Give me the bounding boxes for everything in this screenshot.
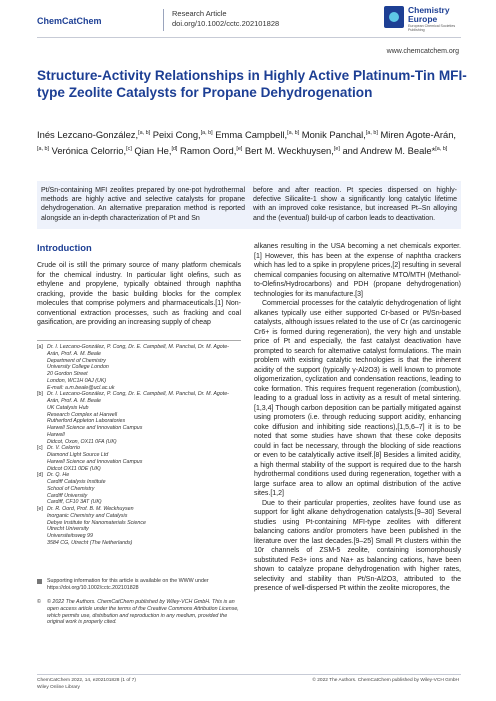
- affiliation-line: Debye Institute for Nanomaterials Science: [47, 519, 146, 526]
- affiliation-key: [a]: [37, 344, 43, 350]
- affiliation-key: [e]: [37, 506, 43, 512]
- article-type: Research Article: [172, 9, 227, 18]
- article-title: Structure-Activity Relationships in Highly Active Platinum-Tin MFI-type Zeolite Catalysts for Propane Dehydrogenation: [37, 68, 467, 100]
- affiliation-line: London, WC1H 0AJ (UK): [47, 377, 107, 384]
- affiliation-address: [47, 344, 243, 391]
- affiliation-entry: [37, 472, 243, 506]
- affiliation-entry: [37, 391, 243, 445]
- footer-citation: ChemCatChem 2022, 14, e202101828 (1 of 7): [37, 678, 136, 683]
- affiliation-line: Harwell: [47, 431, 65, 438]
- affiliation-line: Harwell Science and Innovation Campus: [47, 425, 143, 431]
- copyright-icon: ©: [37, 599, 41, 605]
- chemistry-europe-logo-icon: [384, 6, 404, 28]
- author-name: Ramon Oord,: [177, 145, 237, 157]
- chemistry-europe-logo[interactable]: [384, 4, 464, 32]
- logo-line-1: Chemistry: [408, 5, 450, 15]
- journal-website[interactable]: www.chemcatchem.org: [386, 48, 459, 55]
- abstract-right: before and after reaction. Pt species dispersed on highly-defective Silicalite-1 show a significantly long catalytic lifetime with an improved coke resistance, but increased Pt–Sn alloying and the (eventual) build-up of carbon leads to deactivation.: [253, 187, 457, 222]
- author-affiliation-marker: [a, b]: [287, 130, 300, 136]
- abstract-box: [37, 181, 461, 229]
- supporting-info-icon: [37, 578, 47, 592]
- intro-paragraph: alkanes resulting in the USA becoming a net chemicals exporter.[1] However, this has been at the expense of naphtha crackers which has led to a spike in propylene prices,[2] resulting in several chemical companies focusing on alternative MTO/MTH (Methanol-to-Olefins/Hydrocarbons) and PDH (propane dehydrogenation) technologies for its manufacture.[3]: [254, 243, 461, 298]
- affiliation-line: Cardiff, CF10 3AT (UK): [47, 499, 102, 506]
- affiliation-address: [47, 472, 243, 506]
- logo-line-2: Europe: [408, 14, 438, 24]
- footer-wiley-link[interactable]: Wiley Online Library: [37, 685, 80, 690]
- footer-divider: [37, 674, 461, 675]
- author-list: [37, 126, 461, 158]
- intro-paragraph: Crude oil is still the primary source of many platform chemicals for the chemical industry. In particular light olefins, such as ethylene and propylene, typically obtained through naphtha cracking, provide the basic building blocks for the complex molecules that comprise polymers and pharmaceuticals.[1] Non-conventional extraction processes, such as fracking and coal gasification, are providing an increasing supply of cheap: [37, 262, 241, 326]
- affiliation-line: Dr. R. Oord, Prof. B. M. Weckhuysen: [47, 506, 134, 512]
- author-affiliation-marker: [c]: [126, 146, 132, 153]
- intro-paragraph: Commercial processes for the catalytic dehydrogenation of light alkanes typically use either supported Cr-based or Pt/Sn-based catalysts, although issues related to the use of Cr (as carcinogenic Cr6+ is formed during regeneration), the very high and unstable price of Pt and especially, the fast catalyst deactivation have prompted to search for alternative catalyst formulations. The main problem with existing catalytic technologies is that the inherent acidity of the support (typically γ-Al2O3) is well known to promote oligomerization, cyclization and condensation reactions, leading to coke formation. This requires frequent regeneration (combustion), leading to a gradual loss in activity as a result of metal sintering.[1,3,4] Though carbon deposition can be partially mitigated against using promoters (i.e. through reducing support acidity, enhancing coke diffusion and inhibiting side reactions),[1,5,6–7] it is to be noted that some studies have shown that these coke deposits could in fact be necessary, through the blocking of side reactions or even to be catalytically active itself.[8] Besides a limited acidity, a high thermal stability of the support is required due to the harsh hydrothermal conditions used during regeneration, together with a large surface area to allow an optimal distribution of the active sites.[1,2]: [254, 300, 461, 497]
- journal-name[interactable]: ChemCatChem: [37, 16, 102, 26]
- intro-left-column: [37, 261, 241, 328]
- affiliation-key: [d]: [37, 472, 43, 479]
- author-name: Qian He,: [131, 145, 172, 157]
- supporting-info-note: [37, 578, 243, 592]
- affiliation-key: [b]: [37, 391, 43, 398]
- affiliation-line: Harwell Science and Innovation Campus: [47, 458, 143, 465]
- affiliation-entry: [37, 445, 243, 472]
- author-affiliation-marker: [a, b]: [435, 146, 448, 153]
- intro-paragraph: Due to their particular properties, zeolites have found use as support for light alkane dehydrogenation catalysts.[9–30] Several studies using Pt-containing MFI-type zeolites with different balancing cations and/or promoters have been published in the literature over the last decades.[9–25] Small Pt clusters within the 10r channels of ZSM-5 zeolite, containing isomorphously substituted Fe3+ ions and Na+ as balancing cations, have been shown to catalyze propane dehydrogenation with higher rates, selectivity and stability than Pt/Sn-Al2O3, attributed to the presence of well-dispersed Pt within the zeolite micropores, the: [254, 499, 461, 592]
- affiliation-line: Arán, Prof. A. M. Beale: [47, 350, 101, 357]
- affiliation-entry: [37, 344, 243, 391]
- author-name: Inés Lezcano-González,: [37, 129, 139, 141]
- affiliation-line: UK Catalysis Hub: [47, 404, 89, 411]
- affiliation-line: Department of Chemistry: [47, 357, 106, 364]
- affiliation-line: School of Chemistry: [47, 485, 95, 492]
- page-header: [0, 0, 496, 34]
- affiliation-line: Didcot OX11 0DE (UK): [47, 465, 101, 472]
- affiliation-line: Universiteitsweg 99: [47, 533, 93, 539]
- affiliation-line: Utrecht University: [47, 526, 89, 533]
- author-name: Emma Campbell,: [212, 129, 288, 141]
- affiliation-line: Inorganic Chemistry and Catalysis: [47, 512, 128, 519]
- header-divider: [37, 37, 461, 38]
- affiliation-line: 20 Gordon Street: [47, 371, 88, 377]
- affiliation-divider: [37, 340, 241, 341]
- author-affiliation-marker: [a, b]: [37, 146, 49, 153]
- author-affiliation-marker: [a, b]: [138, 130, 151, 136]
- header-separator: [163, 9, 164, 31]
- affiliation-line: Didcot, Oxon, OX11 0FA (UK): [47, 438, 117, 445]
- author-name: Verónica Celorrio,: [49, 145, 127, 157]
- footer-copyright: © 2022 The Authors. ChemCatChem published by Wiley-VCH GmbH: [312, 678, 459, 683]
- affiliation-address: [47, 506, 243, 547]
- affiliation-line: Dr. I. Lezcano-González, P. Cong, Dr. E. Campbell, M. Panchal, Dr. M. Agote-: [47, 344, 229, 350]
- author-affiliation-marker: [e]: [333, 146, 340, 153]
- author-affiliation-marker: [a, b]: [365, 130, 378, 136]
- author-name: Miren Agote-Arán,: [377, 129, 457, 141]
- supporting-info-text[interactable]: Supporting information for this article is available on the WWW under https://doi.org/10.1002/cctc.202101828: [47, 578, 209, 591]
- license-text: © 2022 The Authors. ChemCatChem published by Wiley-VCH GmbH. This is an open access article under the terms of the Creative Commons Attribution License, which permits use, distribution and reproduction in any medium, provided the original work is properly cited.: [47, 599, 239, 626]
- affiliation-line: Dr. V. Celorrio: [47, 445, 80, 452]
- abstract-left: Pt/Sn-containing MFI zeolites prepared by one-pot hydrothermal methods are highly active and selective catalysts for propane dehydrogenation. An alternative preparation method is reported alongside an in-depth characterization of Pt and Sn: [41, 187, 245, 222]
- logo-line-3: European Chemical Societies Publishing: [408, 24, 456, 32]
- author-affiliation-marker: [d]: [171, 146, 178, 153]
- affiliation-line: Cardiff University: [47, 492, 88, 499]
- affiliation-line: Dr. Q. He: [47, 472, 70, 479]
- author-name: Bert M. Weckhuysen,: [242, 145, 334, 157]
- author-name: and Andrew M. Beale*: [339, 145, 436, 157]
- affiliation-line: University College London: [47, 364, 109, 371]
- affiliation-entry: [37, 506, 243, 547]
- affiliation-line: Rutherford Appleton Laboratories: [47, 418, 126, 425]
- affiliation-line: Arán, Prof. A. M. Beale: [47, 398, 101, 404]
- affiliation-line: Dr. I. Lezcano-González, P. Cong, Dr. E. Campbell, M. Panchal, Dr. M. Agote-: [47, 391, 229, 398]
- license-note: [37, 599, 243, 626]
- affiliation-line: Cardiff Catalysis Institute: [47, 479, 106, 485]
- affiliation-line: 3584 CG, Utrecht (The Netherlands): [47, 539, 133, 546]
- doi-link[interactable]: doi.org/10.1002/cctc.202101828: [172, 19, 280, 28]
- author-name: Peixi Cong,: [150, 129, 201, 141]
- affiliation-key: [c]: [37, 445, 43, 452]
- affiliations: [37, 344, 243, 547]
- author-affiliation-marker: [a, b]: [200, 130, 213, 136]
- affiliation-line: Diamond Light Source Ltd: [47, 452, 109, 458]
- affiliation-line: Research Complex at Harwell: [47, 411, 118, 418]
- author-affiliation-marker: [e]: [236, 146, 243, 153]
- author-name: Monik Panchal,: [299, 129, 366, 141]
- affiliation-address: [47, 445, 243, 472]
- section-heading-introduction: Introduction: [37, 242, 92, 253]
- intro-right-column: [254, 242, 461, 594]
- affiliation-line[interactable]: E-mail: a.m.beale@ucl.ac.uk: [47, 384, 115, 391]
- affiliation-address: [47, 391, 243, 445]
